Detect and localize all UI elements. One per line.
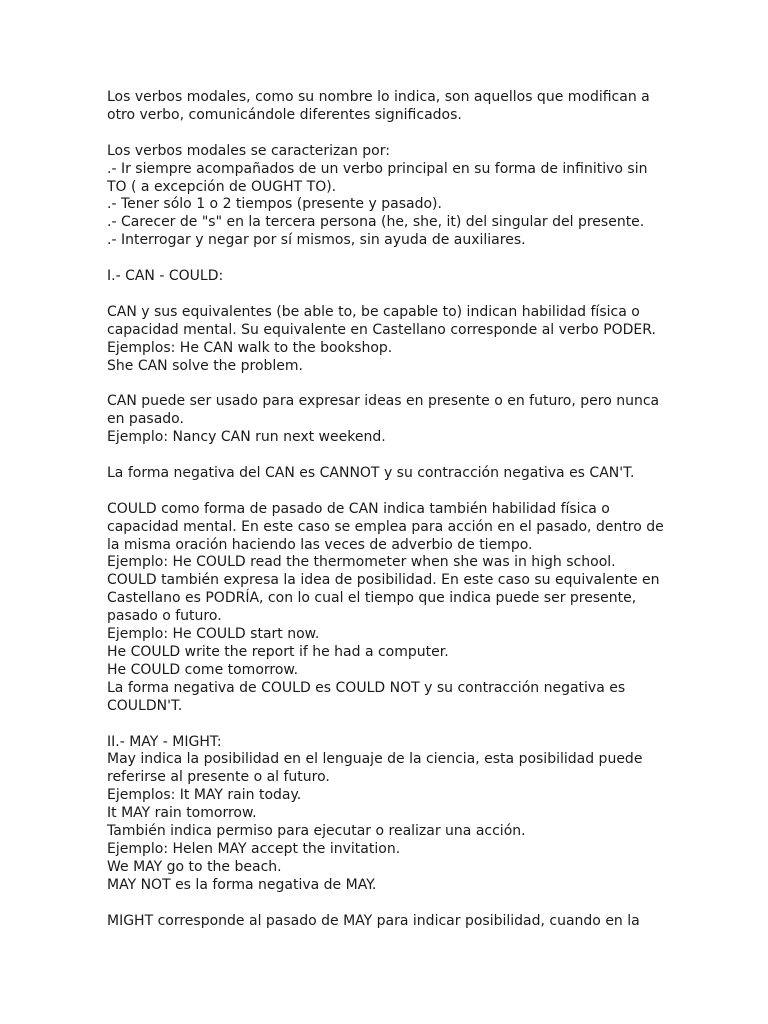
text-line: TO ( a excepción de OUGHT TO). [107,178,337,195]
paragraph-can-tense [107,393,667,447]
text-line: Ejemplos: It MAY rain today. [107,787,302,804]
text-line: Ejemplos: He CAN walk to the bookshop. [107,339,393,356]
paragraph-can-negative [107,465,667,483]
text-line: otro verbo, comunicándole diferentes significados. [107,106,462,123]
paragraph-intro [107,89,667,125]
text-line: La forma negativa del CAN es CANNOT y su contracción negativa es CAN'T. [107,464,635,481]
paragraph-characteristics [107,143,667,250]
text-line: COULD como forma de pasado de CAN indica también habilidad física o [107,500,610,517]
text-line: Ejemplo: Helen MAY accept the invitation. [107,840,401,857]
text-line: She CAN solve the problem. [107,357,303,374]
text-line: COULD también expresa la idea de posibilidad. En este caso su equivalente en [107,572,660,589]
text-line: También indica permiso para ejecutar o realizar una acción. [107,823,526,840]
text-line: He COULD come tomorrow. [107,661,299,678]
text-line: referirse al presente o al futuro. [107,769,330,786]
text-line: La forma negativa de COULD es COULD NOT y su contracción negativa es [107,679,626,696]
text-line: Los verbos modales se caracterizan por: [107,142,390,159]
text-line: MIGHT corresponde al pasado de MAY para indicar posibilidad, cuando en la [107,912,640,929]
text-line: la misma oración haciendo las veces de adverbio de tiempo. [107,536,533,553]
paragraph-can-definition [107,304,667,376]
text-line: CAN y sus equivalentes (be able to, be capable to) indican habilidad física o [107,303,640,320]
text-line: .- Tener sólo 1 o 2 tiempos (presente y pasado). [107,196,442,213]
text-line: COULDN'T. [107,697,183,714]
paragraph-might [107,913,667,931]
text-line: Ejemplo: He COULD read the thermometer when she was in high school. [107,554,616,571]
text-line: May indica la posibilidad en el lenguaje de la ciencia, esta posibilidad puede [107,751,643,768]
text-line: MAY NOT es la forma negativa de MAY. [107,876,377,893]
text-line: en pasado. [107,411,184,428]
section-heading-can-could [107,268,667,286]
text-line: I.- CAN - COULD: [107,268,224,285]
text-line: Castellano es PODRÍA, con lo cual el tiempo que indica puede ser presente, [107,590,637,607]
text-line: Los verbos modales, como su nombre lo indica, son aquellos que modifican a [107,89,650,105]
document-page [107,89,667,948]
text-line: .- Carecer de "s" en la tercera persona (he, she, it) del singular del presente. [107,214,645,231]
text-line: capacidad mental. Su equivalente en Castellano corresponde al verbo PODER. [107,321,656,338]
text-line: pasado o futuro. [107,608,222,625]
text-line: We MAY go to the beach. [107,858,282,875]
text-line: Ejemplo: He COULD start now. [107,626,320,643]
text-line: .- Ir siempre acompañados de un verbo principal en su forma de infinitivo sin [107,160,648,177]
text-line: .- Interrogar y negar por sí mismos, sin ayuda de auxiliares. [107,232,526,249]
text-line: capacidad mental. En este caso se emplea para acción en el pasado, dentro de [107,518,664,535]
text-line: He COULD write the report if he had a computer. [107,644,449,660]
text-line: Ejemplo: Nancy CAN run next weekend. [107,429,386,446]
text-line: It MAY rain tomorrow. [107,805,257,822]
paragraph-could [107,501,667,716]
text-line: II.- MAY - MIGHT: [107,733,222,750]
text-line: CAN puede ser usado para expresar ideas en presente o en futuro, pero nunca [107,393,660,410]
paragraph-may-might [107,734,667,895]
